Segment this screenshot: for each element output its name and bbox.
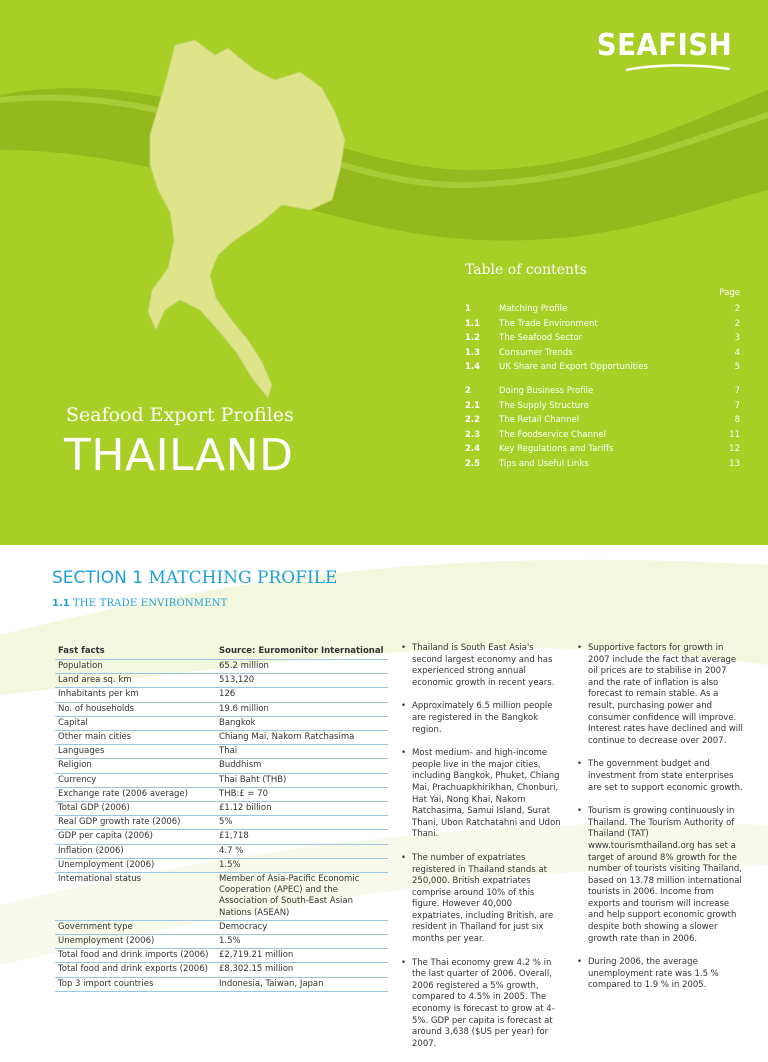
bullet-item: • Supportive factors for growth in 2007 include the fact that average oil prices are to stabilise in 2007 and the rate of inflation is also forecast to remain stable. As a result, purchasing power and consumer confidence will improve. Interest rates have declined and will continue to decrease over 2007. <box>576 643 744 747</box>
toc-item <box>465 331 740 346</box>
dark-wave <box>0 88 768 240</box>
toc-item-page: 3 <box>734 333 740 344</box>
fast-facts-row <box>55 702 388 716</box>
fast-facts-row <box>55 935 388 949</box>
logo-swoosh-icon <box>626 64 730 74</box>
fast-facts-row <box>55 830 388 844</box>
fact-value: 1.5% <box>216 935 388 949</box>
fact-value: 513,120 <box>216 674 388 688</box>
toc-group-2 <box>465 384 740 472</box>
bullet-item: • Approximately 6.5 million people are registered in the Bangkok region. <box>400 701 563 736</box>
bullet-item: • Tourism is growing continuously in Thailand. The Tourism Authority of Thailand (TAT) www.tourismthailand.org has set a target of around 8% growth for the number of tourists visiting Thailand, based on 13.78 million international tourists in 2006. Income from exports and tourism will increase and help support economic growth despite both showing a slower growth rate than in 2006. <box>576 806 744 945</box>
fast-facts-row <box>55 873 388 921</box>
fact-value: 65.2 million <box>216 660 388 674</box>
toc-item-page: 13 <box>729 458 740 469</box>
fact-value: 4.7 % <box>216 844 388 858</box>
toc-item-number: 2.4 <box>465 444 481 455</box>
fast-facts-row <box>55 773 388 787</box>
fact-value: 19.6 million <box>216 702 388 716</box>
toc-item-label: The Retail Channel <box>499 415 580 426</box>
subsection-name: THE TRADE ENVIRONMENT <box>72 598 228 609</box>
toc-item-number: 2 <box>465 385 471 396</box>
toc-item-number: 1.3 <box>465 347 481 358</box>
toc-item-number: 1.1 <box>465 318 481 329</box>
toc-item-page: 2 <box>734 318 740 329</box>
fact-value: Chiang Mai, Nakorn Ratchasima <box>216 731 388 745</box>
bullet-item: • Most medium- and high-income people live in the major cities, including Bangkok, Phuket, Chiang Mai, Prachuapkhirikhan, Chonburi, Hat Yai, Nong Khai, Nakorn Ratchasima, Samui Island, Surat Thani, Ubon Ratchatahni and Udon Thani. <box>400 748 563 841</box>
toc-item-number: 2.2 <box>465 415 481 426</box>
fast-facts-row <box>55 802 388 816</box>
toc-item-label: Matching Profile <box>499 304 568 314</box>
fact-label: Land area sq. km <box>55 674 216 688</box>
toc-item-label: The Foodservice Channel <box>499 429 606 440</box>
toc-title: Table of contents <box>465 262 587 278</box>
toc-item-label: Tips and Useful Links <box>499 458 589 469</box>
bullet-item: • The number of expatriates registered in Thailand stands at 250,000. British expatriates comprise around 10% of this figure. However 40,000 expatriates, including British, are resident in Thailand for just six months per year. <box>400 853 563 946</box>
fact-value: £1.12 billion <box>216 802 388 816</box>
fast-facts-row <box>55 745 388 759</box>
toc-item-label: Consumer Trends <box>499 347 573 358</box>
fact-label: Total food and drink exports (2006) <box>55 963 216 977</box>
fact-label: Real GDP growth rate (2006) <box>55 816 216 830</box>
fast-facts-row <box>55 816 388 830</box>
subsection-number: 1.1 <box>52 598 70 609</box>
fact-value: 126 <box>216 688 388 702</box>
fast-facts-row <box>55 716 388 730</box>
fact-value: Thai <box>216 745 388 759</box>
toc-page-header: Page <box>719 288 740 298</box>
fact-label: Exchange rate (2006 average) <box>55 787 216 801</box>
fact-label: Unemployment (2006) <box>55 935 216 949</box>
fact-value: £2,719.21 million <box>216 949 388 963</box>
fast-facts-row <box>55 660 388 674</box>
fact-value: £1,718 <box>216 830 388 844</box>
toc-item-number: 2.3 <box>465 429 481 440</box>
toc-item-number: 1.2 <box>465 333 481 344</box>
fast-facts-row <box>55 674 388 688</box>
fact-label: No. of households <box>55 702 216 716</box>
toc-item-number: 2.5 <box>465 458 481 469</box>
fast-facts-header-source: Source: Euromonitor International <box>216 644 388 660</box>
toc-item <box>465 302 740 317</box>
toc-item-label: UK Share and Export Opportunities <box>499 362 648 373</box>
toc-group-1 <box>465 302 740 375</box>
fast-facts-row <box>55 920 388 934</box>
subsection-heading <box>52 598 228 609</box>
cover-subtitle: Seafood Export Profiles <box>66 404 294 426</box>
toc-item-label: Doing Business Profile <box>499 385 594 396</box>
fast-facts-header-row <box>55 644 388 660</box>
table-of-contents <box>465 262 740 472</box>
toc-item-number: 2.1 <box>465 400 481 411</box>
toc-item-page: 7 <box>734 400 740 411</box>
toc-item <box>465 360 740 375</box>
toc-item <box>465 317 740 332</box>
section-name: MATCHING PROFILE <box>148 568 338 588</box>
thailand-map-icon <box>148 40 345 398</box>
fact-label: Religion <box>55 759 216 773</box>
toc-item-page: 2 <box>734 304 740 314</box>
fact-label: Other main cities <box>55 731 216 745</box>
fact-value: 1.5% <box>216 858 388 872</box>
toc-item-page: 12 <box>729 444 740 455</box>
section-number: SECTION 1 <box>52 568 144 588</box>
fact-label: Total food and drink imports (2006) <box>55 949 216 963</box>
bullet-item: • Thailand is South East Asia's second largest economy and has experienced strong annual economic growth in recent years. <box>400 643 563 689</box>
bullet-item: • During 2006, the average unemployment rate was 1.5 % compared to 1.9 % in 2005. <box>576 957 744 992</box>
fact-value: Indonesia, Taiwan, Japan <box>216 977 388 991</box>
fact-label: International status <box>55 873 216 921</box>
fast-facts-row <box>55 963 388 977</box>
bullet-item: • The Thai economy grew 4.2 % in the last quarter of 2006. Overall, 2006 registered a 5% growth, compared to 4.5% in 2005. The economy is forecast to grow at 4-5%. GDP per capita is forecast at around 3,638 ($US per year) for 2007. <box>400 958 563 1051</box>
bullet-item: • The government budget and investment from state enterprises are set to support economic growth. <box>576 759 744 794</box>
toc-item <box>465 384 740 399</box>
fast-facts-row <box>55 977 388 991</box>
toc-item <box>465 346 740 361</box>
fact-label: Population <box>55 660 216 674</box>
toc-item-number: 1.4 <box>465 362 481 373</box>
toc-item-label: The Supply Structure <box>499 400 589 411</box>
fast-facts-table <box>55 644 388 992</box>
fact-label: Inflation (2006) <box>55 844 216 858</box>
fact-label: Capital <box>55 716 216 730</box>
fact-value: Member of Asia-Pacific Economic Cooperation (APEC) and the Association of South-East Asian Nations (ASEAN) <box>216 873 388 921</box>
fact-value: £8,302.15 million <box>216 963 388 977</box>
cover-country-title: THAILAND <box>64 430 294 481</box>
fact-label: Unemployment (2006) <box>55 858 216 872</box>
fact-label: Government type <box>55 920 216 934</box>
fact-label: Languages <box>55 745 216 759</box>
fast-facts-row <box>55 844 388 858</box>
toc-item <box>465 399 740 414</box>
fact-label: Total GDP (2006) <box>55 802 216 816</box>
toc-item <box>465 413 740 428</box>
fact-label: Currency <box>55 773 216 787</box>
fast-facts-row <box>55 949 388 963</box>
seafish-logo: SEAFISH <box>596 28 732 63</box>
toc-item-label: The Trade Environment <box>499 318 598 329</box>
fact-value: THB:£ = 70 <box>216 787 388 801</box>
fact-label: GDP per capita (2006) <box>55 830 216 844</box>
section-heading <box>52 568 337 588</box>
fast-facts-row <box>55 731 388 745</box>
toc-item-label: The Seafood Sector <box>499 333 583 344</box>
fact-label: Inhabitants per km <box>55 688 216 702</box>
bullets-column-1 <box>400 643 563 1062</box>
fact-value: Bangkok <box>216 716 388 730</box>
fact-value: Democracy <box>216 920 388 934</box>
toc-item-number: 1 <box>465 304 471 314</box>
bullets-column-2 <box>576 643 744 1004</box>
fact-label: Top 3 import countries <box>55 977 216 991</box>
fact-value: Thai Baht (THB) <box>216 773 388 787</box>
toc-item-page: 11 <box>729 429 740 440</box>
fast-facts-row <box>55 688 388 702</box>
toc-item-page: 8 <box>734 415 740 426</box>
fast-facts-header-key: Fast facts <box>55 644 216 660</box>
toc-item-page: 7 <box>734 385 740 396</box>
toc-item-page: 4 <box>734 347 740 358</box>
toc-item <box>465 428 740 443</box>
fast-facts-row <box>55 759 388 773</box>
toc-item-page: 5 <box>734 362 740 373</box>
fact-value: 5% <box>216 816 388 830</box>
fast-facts-row <box>55 787 388 801</box>
toc-item-label: Key Regulations and Tariffs <box>499 444 614 455</box>
toc-item <box>465 457 740 472</box>
fast-facts-row <box>55 858 388 872</box>
toc-item <box>465 442 740 457</box>
fact-value: Buddhism <box>216 759 388 773</box>
